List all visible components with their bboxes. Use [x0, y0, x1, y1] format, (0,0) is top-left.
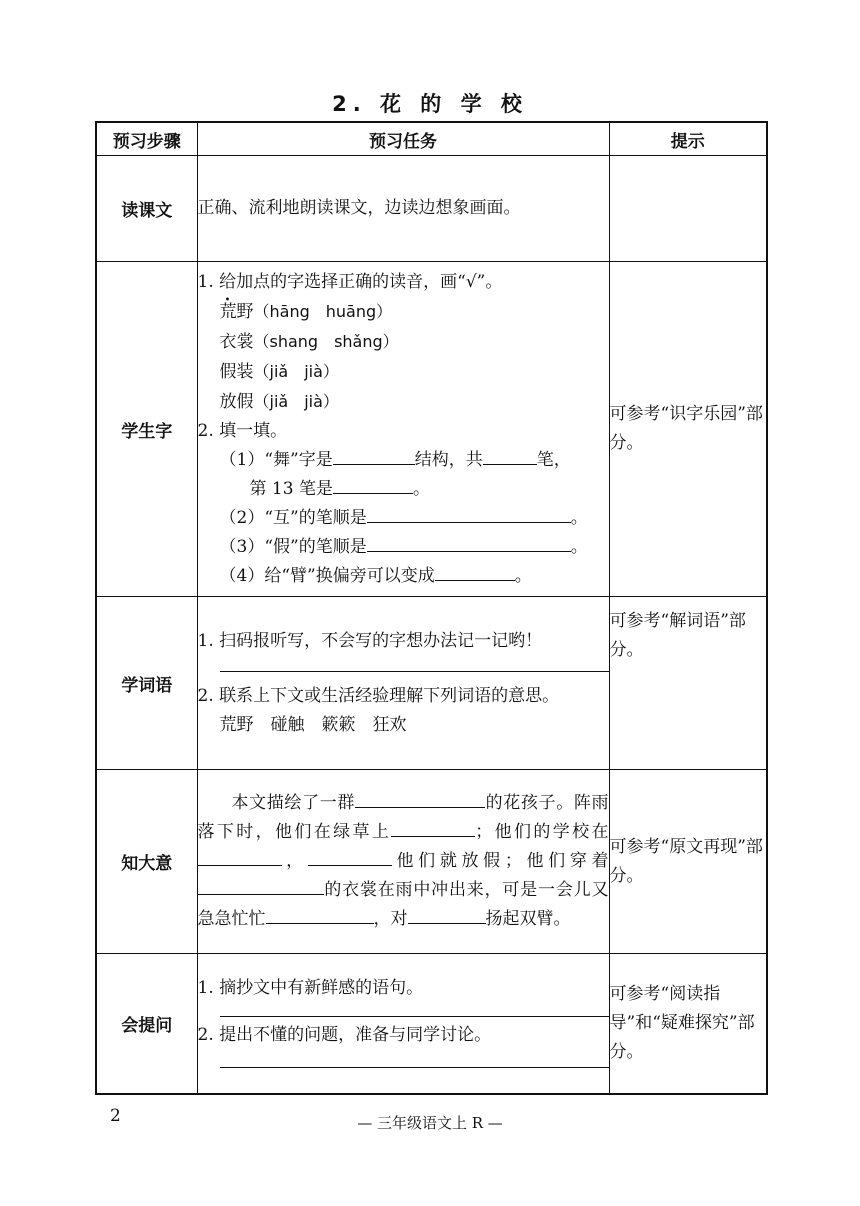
words-question-2: [198, 682, 609, 711]
answer-line[interactable]: [220, 670, 609, 672]
page-title: 2. 花 的 学 校: [332, 92, 528, 116]
fill-line-1: [198, 446, 609, 475]
step-words: 学词语: [96, 597, 197, 770]
fill-text: 。: [570, 536, 588, 557]
hint-words: 可参考“解词语”部分。: [609, 597, 767, 770]
answer-blank[interactable]: [367, 504, 571, 523]
step-chars: 学生字: [96, 262, 197, 597]
fill-text: （3）“假”的笔顺是: [219, 536, 367, 557]
book-footer: — 三年级语文上 R —: [357, 1114, 503, 1132]
fill-text: （4）给“臂”换偏旁可以变成: [219, 565, 435, 586]
step-ask: 会提问: [96, 954, 197, 1094]
word: 放假: [219, 391, 254, 412]
summary-text: ，: [281, 851, 308, 871]
pinyin-options: （jiǎ jià）: [253, 391, 339, 411]
fill-line-3: [198, 533, 609, 562]
task-words: [197, 597, 609, 770]
pinyin-item: [198, 387, 609, 417]
fill-text: （1）“舞”字是: [219, 449, 333, 470]
fill-text: 。: [412, 478, 430, 499]
answer-blank[interactable]: [333, 446, 415, 465]
answer-blank[interactable]: [483, 446, 537, 465]
fill-text: （2）“互”的笔顺是: [219, 507, 367, 528]
page-number: 2: [110, 1106, 121, 1126]
fill-line-2: [198, 504, 609, 533]
answer-blank[interactable]: [408, 905, 486, 924]
answer-blank[interactable]: [198, 876, 324, 895]
answer-blank[interactable]: [266, 905, 374, 924]
words-question-1: 1. 扫码报听写，不会写的字想办法记一记哟！: [197, 630, 543, 651]
hint-ask: 可参考“阅读指导”和“疑难探究”部分。: [609, 954, 767, 1094]
task-read: 正确、流利地朗读课文，边读边想象画面。: [197, 156, 609, 262]
summary-text: 扬起双臂。: [485, 909, 571, 929]
pinyin-options: （hāng huāng）: [253, 301, 393, 321]
table-row-ask: [96, 954, 767, 1094]
fill-text: 笔，: [536, 449, 571, 470]
summary-text: 他们就放假；他们穿着: [391, 851, 609, 871]
hint-meaning: 可参考“原文再现”部分。: [609, 770, 767, 954]
answer-blank[interactable]: [198, 847, 282, 866]
answer-blank[interactable]: [333, 475, 413, 494]
summary-text: 本文描绘了一群: [231, 793, 355, 813]
table-header-row: [96, 122, 767, 156]
header-task: 预习任务: [197, 122, 609, 156]
answer-blank[interactable]: [435, 562, 515, 581]
summary-text: 的花孩子。阵雨落下时，他们在绿草上: [197, 793, 609, 842]
chars-question-2: 2. 填一填。: [197, 420, 288, 441]
pinyin-item: [198, 327, 609, 357]
step-meaning: 知大意: [96, 770, 197, 954]
answer-blank[interactable]: [308, 847, 392, 866]
table-row-meaning: [96, 770, 767, 954]
word: 衣裳: [219, 331, 254, 352]
word: 荒野: [219, 301, 254, 322]
hint-chars: 可参考“识字乐园”部分。: [609, 262, 767, 597]
task-ask: [197, 954, 609, 1094]
step-read: 读课文: [96, 156, 197, 262]
summary-text: ；他们的学校在: [475, 822, 609, 842]
answer-blank[interactable]: [391, 818, 475, 837]
answer-line[interactable]: [220, 1066, 609, 1068]
ask-question-2: 2. 提出不懂的问题，准备与同学讨论。: [197, 1025, 492, 1046]
fill-text: 。: [514, 565, 532, 586]
fill-text: 结构，共: [414, 449, 483, 470]
fill-line-4: [198, 562, 609, 591]
word-list: 荒野 碰触 簌簌 狂欢: [219, 714, 407, 735]
words-question-2-text: 2. 联系上下文或生活经验理解下列词语的意思。: [197, 685, 560, 706]
fill-text: 第 13 笔是: [249, 478, 333, 499]
header-hint: 提示: [609, 122, 767, 156]
task-meaning: [197, 770, 609, 954]
pinyin-item: [198, 357, 609, 387]
table-row-chars: [96, 262, 767, 597]
answer-line[interactable]: [220, 1015, 609, 1017]
summary-paragraph: [198, 789, 609, 934]
pinyin-item: [198, 297, 609, 327]
pinyin-options: （jiǎ jià）: [253, 361, 339, 381]
fill-text: 。: [570, 507, 588, 528]
pinyin-options: （shang shǎng）: [253, 331, 399, 351]
fill-line-1b: [198, 475, 609, 504]
summary-text: 的衣裳在雨中冲出来，可是一会儿又急急忙忙: [197, 880, 609, 929]
summary-text: ，对: [373, 909, 408, 929]
answer-blank[interactable]: [355, 789, 485, 808]
word: 假装: [219, 361, 254, 382]
ask-question-1: 1. 摘抄文中有新鲜感的语句。: [197, 978, 424, 999]
table-row-words: [96, 597, 767, 770]
table-row-read: [96, 156, 767, 262]
chars-question-1: 1. 给加点的字选择正确的读音，画“√”。: [197, 271, 503, 292]
header-step: 预习步骤: [96, 122, 197, 156]
preview-table: [95, 121, 768, 1095]
answer-blank[interactable]: [367, 533, 571, 552]
hint-read: [609, 156, 767, 262]
task-chars: [197, 262, 609, 597]
